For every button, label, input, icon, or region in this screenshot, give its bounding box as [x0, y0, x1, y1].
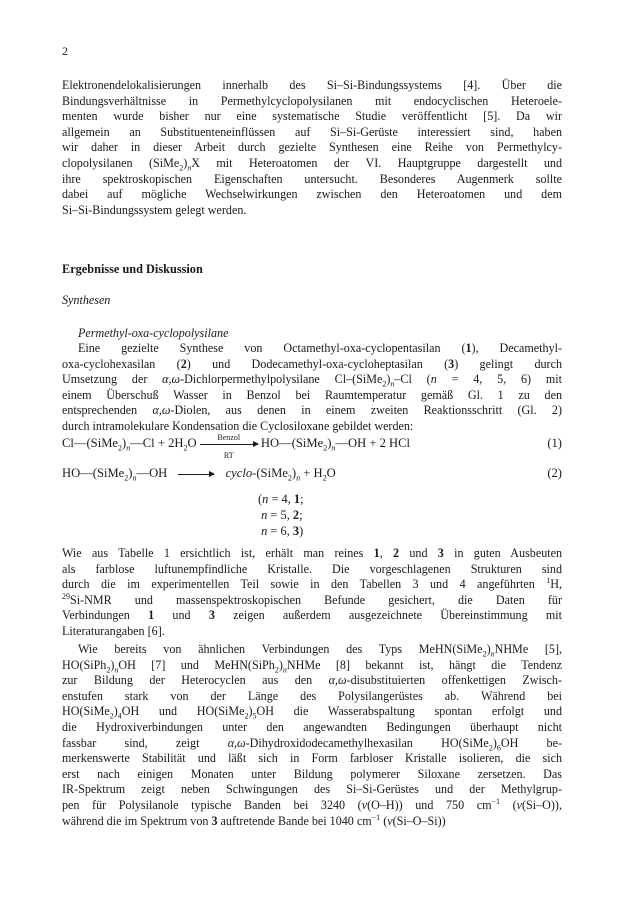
text-line: enstufen stark von der Länge des Polysilangerüstes ab. Während bei — [62, 688, 562, 703]
text-line: während die im Spektrum von 3 auftretende Bande bei 1040 $cm^{-1}$ (ν(Si–O–Si)) — [62, 812, 446, 828]
section-heading: Ergebnisse und Diskussion — [62, 262, 203, 276]
equation-1 — [62, 433, 562, 461]
text-line: $HO(SiMe_2)_4OH$ und $HO(SiMe_2)_5OH$ die Wasserabspaltung spontan erfolgt und — [62, 704, 562, 721]
reaction-arrow — [178, 474, 214, 475]
equation-1-number: (1) — [547, 436, 562, 450]
reaction-arrow — [200, 433, 258, 461]
text-line: einem Überschuß Wasser in Benzol bei Raumtemperatur gemäß Gl. 1 zu den — [62, 387, 562, 402]
text-line: Literaturangaben [6]. — [62, 623, 165, 638]
text-line: durch intramolekulare Kondensation die Cyclosiloxane gebildet werden: — [62, 418, 414, 433]
text-line: Eine gezielte Synthese von Octamethyl-oxa-cyclopentasilan (1), Decamethyl- — [78, 341, 562, 355]
text-line: pen für Polysilanole typische Banden bei 3240 (ν(O–H)) und 750 $cm^{-1}$ (ν(Si–O)), — [62, 796, 562, 812]
text-line: Wie aus Tabelle 1 ersichtlich ist, erhält man reines 1, 2 und 3 in guten Ausbeuten — [62, 546, 563, 560]
text-line: menten wurde bisher nur eine systematische Studie veröffentlicht [5]. Da wir — [62, 109, 562, 124]
equation-2-number: (2) — [547, 466, 562, 480]
text-line: wir daher in dieser Arbeit durch gezielte Synthesen eine Reihe von Permethylcy- — [62, 140, 562, 155]
equation-2-left: $HO—(SiMe_2)_n—OH$ — [62, 466, 168, 483]
equation-1-left: $Cl—(SiMe_2)_n—Cl + 2H_2O$ — [62, 436, 197, 453]
text-line: zur Bildung der Heterocyclen aus den α,ω-disubstituierten offenkettigen Zwisch- — [62, 673, 562, 688]
text-line: allgemein an Substituenteneinflüssen auf Si–Si-Gerüste interessiert sind, haben — [62, 124, 562, 139]
subsubsection-heading: Permethyl-oxa-cyclopolysilane — [78, 326, 229, 340]
equation-2 — [62, 466, 562, 481]
subsection-heading: Synthesen — [62, 293, 111, 307]
text-line: die Hydroxiverbindungen unter den angewandten Bedingungen überhaupt nicht — [62, 719, 562, 734]
page-number: 2 — [62, 44, 68, 58]
synthesis-paragraph — [62, 341, 562, 435]
condition-line: n = 5, 2; — [261, 508, 303, 522]
text-line: IR-Spektrum zeigt neben Schwingungen des Si–Si-Gerüstes und der Methylgrup- — [62, 782, 562, 797]
text-line: dabei auf mögliche Wechselwirkungen zwischen den Heteroatomen und dem — [62, 187, 562, 202]
equation-conditions — [258, 491, 304, 539]
text-line: entsprechenden α,ω-Diolen, aus denen in einem zweiten Reaktionsschritt (Gl. 2) — [62, 403, 562, 418]
results-paragraph — [62, 546, 562, 640]
text-line: oxa-cyclohexasilan (2) und Dodecamethyl-oxa-cycloheptasilan (3) gelingt durch — [62, 356, 562, 371]
text-line: als farblose luftunempfindliche Kristalle. Die vorgeschlagenen Strukturen sind — [62, 561, 562, 576]
text-line: ihre spektroskopischen Eigenschaften untersucht. Besonderes Augenmerk sollte — [62, 171, 562, 186]
text-line: Si–Si-Bindungssystem gelegt werden. — [62, 202, 247, 217]
equation-2-right: cyclo-$(SiMe_2)_n + H_2O$ — [225, 466, 336, 483]
text-line: Wie bereits von ähnlichen Verbindungen des Typs $MeHN(SiMe_2)_nNHMe$ [5], — [78, 642, 562, 659]
arrow-condition-above: Benzol — [217, 433, 241, 443]
text-line: durch die im experimentellen Teil sowie in den Tabellen 3 und 4 angeführten $^1$H, — [62, 576, 562, 592]
intro-paragraph — [62, 78, 562, 218]
text-line: merkenswerte Stabilität und läßt sich in Form farbloser Kristalle isolieren, die sich — [62, 751, 562, 766]
text-line: fassbar sind, zeigt α,ω-Dihydroxidodecamethylhexasilan $HO(SiMe_2)_6OH$ be- — [62, 735, 562, 752]
arrow-condition-below: RT — [223, 451, 234, 461]
condition-line: n = 6, 3) — [261, 524, 304, 538]
text-line: Verbindungen 1 und 3 zeigen außerdem ausgezeichnete Übereinstimmung mit — [62, 608, 563, 623]
text-line: erst nach einigen Monaten unter Bildung polymerer Siloxane zersetzen. Das — [62, 766, 562, 781]
text-line: Elektronendelokalisierungen innerhalb des Si–Si-Bindungssystems [4]. Über die — [62, 78, 562, 92]
text-line: Umsetzung der α,ω-Dichlorpermethylpolysilane $Cl-(SiMe_2)_n-Cl$ (n = 4, 5, 6) mit — [62, 372, 563, 389]
equation-1-right: $HO—(SiMe_2)_n—OH + 2$ HCl — [260, 436, 411, 453]
discussion-paragraph — [62, 642, 562, 829]
text-line: Bindungsverhältnisse in Permethylcyclopolysilanen mit endocyclischen Heteroele- — [62, 93, 562, 108]
text-line: clopolysilanen $(SiMe_2)_nX$ mit Heteroatomen der VI. Hauptgruppe dargestellt und — [62, 155, 563, 173]
condition-line: (n = 4, 1; — [258, 492, 304, 506]
text-line: $HO(SiPh_2)_nOH$ [7] und $MeHN(SiPh_2)_nNHMe$ [8] bekannt ist, hängt die Tendenz — [62, 657, 562, 674]
text-line: $^{29}$Si-NMR und massenspektroskopischen Befunde gesichert, die Daten für — [62, 591, 562, 607]
